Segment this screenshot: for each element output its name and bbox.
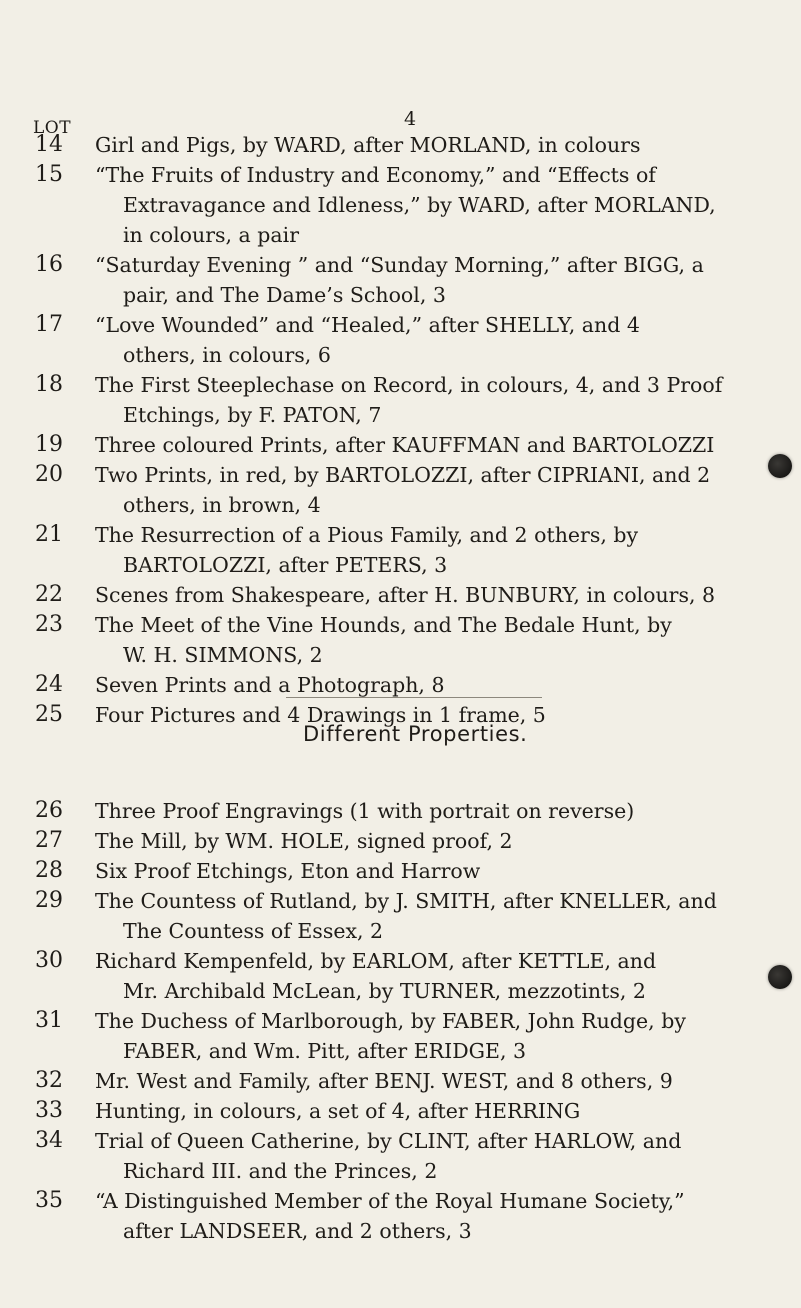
- lot-number: 30: [35, 948, 63, 973]
- lot-number: 17: [35, 312, 63, 337]
- lot-description: [95, 160, 785, 250]
- lot-description: [95, 460, 785, 520]
- lot-description: [95, 1096, 785, 1126]
- section-divider: [286, 697, 542, 698]
- lot-description-line: The Meet of the Vine Hounds, and The Bedale Hunt, by: [95, 613, 672, 637]
- lot-description-line: Richard Kempenfeld, by EARLOM, after KETTLE, and: [95, 949, 657, 973]
- lot-number: 29: [35, 888, 63, 913]
- lot-description: [95, 520, 785, 580]
- lot-number: 19: [35, 432, 63, 457]
- lot-description: [95, 430, 785, 460]
- lot-description-line: The Resurrection of a Pious Family, and 2 others, by: [95, 523, 639, 547]
- lot-description: [95, 1066, 785, 1096]
- lot-description-line: Three Proof Engravings (1 with portrait on reverse): [95, 799, 635, 823]
- lot-number: 23: [35, 612, 63, 637]
- lot-description-line: The Countess of Essex, 2: [123, 919, 384, 943]
- lot-description: [95, 796, 785, 826]
- page-number: 4: [404, 108, 417, 130]
- lot-number: 21: [35, 522, 63, 547]
- lot-description: [95, 1126, 785, 1186]
- lot-number: 27: [35, 828, 63, 853]
- lot-description-line: The Duchess of Marlborough, by FABER, John Rudge, by: [95, 1009, 686, 1033]
- lot-number: 14: [35, 132, 63, 157]
- lot-description: [95, 610, 785, 670]
- lot-description-line: “A Distinguished Member of the Royal Humane Society,”: [95, 1189, 685, 1213]
- lot-description-line: “Saturday Evening ” and “Sunday Morning,” after BIGG, a: [95, 253, 704, 277]
- lot-description-line: pair, and The Dame’s School, 3: [123, 283, 446, 307]
- lot-description-line: “Love Wounded” and “Healed,” after SHELLY, and 4: [95, 313, 640, 337]
- lot-description-line: FABER, and Wm. Pitt, after ERIDGE, 3: [123, 1039, 527, 1063]
- lot-description-line: in colours, a pair: [123, 223, 299, 247]
- lot-description-line: Mr. Archibald McLean, by TURNER, mezzotints, 2: [123, 979, 646, 1003]
- lot-description-line: W. H. SIMMONS, 2: [123, 643, 323, 667]
- lot-description: [95, 1186, 785, 1246]
- lot-description-line: Seven Prints and a Photograph, 8: [95, 673, 445, 697]
- lot-description-line: Hunting, in colours, a set of 4, after HERRING: [95, 1099, 581, 1123]
- lot-description-line: others, in brown, 4: [123, 493, 321, 517]
- lot-number: 18: [35, 372, 63, 397]
- lot-description: [95, 856, 785, 886]
- lot-description-line: Extravagance and Idleness,” by WARD, after MORLAND,: [123, 193, 716, 217]
- lot-description-line: Etchings, by F. PATON, 7: [123, 403, 382, 427]
- lot-description-line: Four Pictures and 4 Drawings in 1 frame, 5: [95, 703, 546, 727]
- lot-description-line: The Countess of Rutland, by J. SMITH, after KNELLER, and: [95, 889, 717, 913]
- lot-number: 35: [35, 1188, 63, 1213]
- lot-number: 32: [35, 1068, 63, 1093]
- lot-description: [95, 310, 785, 370]
- lot-number: 24: [35, 672, 63, 697]
- lot-description-line: The Mill, by WM. HOLE, signed proof, 2: [95, 829, 513, 853]
- lot-number: 26: [35, 798, 63, 823]
- lot-description-line: Two Prints, in red, by BARTOLOZZI, after CIPRIANI, and 2: [95, 463, 711, 487]
- lot-number: 28: [35, 858, 63, 883]
- lot-number: 16: [35, 252, 63, 277]
- lot-description-line: others, in colours, 6: [123, 343, 331, 367]
- lot-description-line: after LANDSEER, and 2 others, 3: [123, 1219, 472, 1243]
- lot-description: [95, 670, 785, 700]
- lot-description: [95, 946, 785, 1006]
- lot-description: [95, 130, 785, 160]
- lot-number: 22: [35, 582, 63, 607]
- lot-description-line: “The Fruits of Industry and Economy,” and “Effects of: [95, 163, 656, 187]
- lot-description-line: Three coloured Prints, after KAUFFMAN and BARTOLOZZI: [95, 433, 715, 457]
- lot-number: 34: [35, 1128, 63, 1153]
- lot-description: [95, 250, 785, 310]
- binding-hole-icon: [768, 454, 792, 478]
- lot-column-header: LOT: [33, 118, 72, 138]
- lot-description-line: Richard III. and the Princes, 2: [123, 1159, 438, 1183]
- section-title: Different Properties.: [303, 722, 528, 746]
- lot-description-line: Mr. West and Family, after BENJ. WEST, and 8 others, 9: [95, 1069, 673, 1093]
- lot-description: [95, 826, 785, 856]
- lot-description-line: Trial of Queen Catherine, by CLINT, after HARLOW, and: [95, 1129, 682, 1153]
- lot-number: 33: [35, 1098, 63, 1123]
- lot-number: 31: [35, 1008, 63, 1033]
- lot-number: 25: [35, 702, 63, 727]
- lot-description-line: The First Steeplechase on Record, in colours, 4, and 3 Proof: [95, 373, 723, 397]
- lot-description-line: BARTOLOZZI, after PETERS, 3: [123, 553, 448, 577]
- lot-description: [95, 580, 785, 610]
- lot-description: [95, 1006, 785, 1066]
- lot-number: 20: [35, 462, 63, 487]
- binding-hole-icon: [768, 965, 792, 989]
- lot-description: [95, 370, 785, 430]
- lot-description-line: Scenes from Shakespeare, after H. BUNBURY, in colours, 8: [95, 583, 716, 607]
- lot-description-line: Six Proof Etchings, Eton and Harrow: [95, 859, 481, 883]
- lot-description-line: Girl and Pigs, by WARD, after MORLAND, in colours: [95, 133, 641, 157]
- lot-number: 15: [35, 162, 63, 187]
- lot-description: [95, 886, 785, 946]
